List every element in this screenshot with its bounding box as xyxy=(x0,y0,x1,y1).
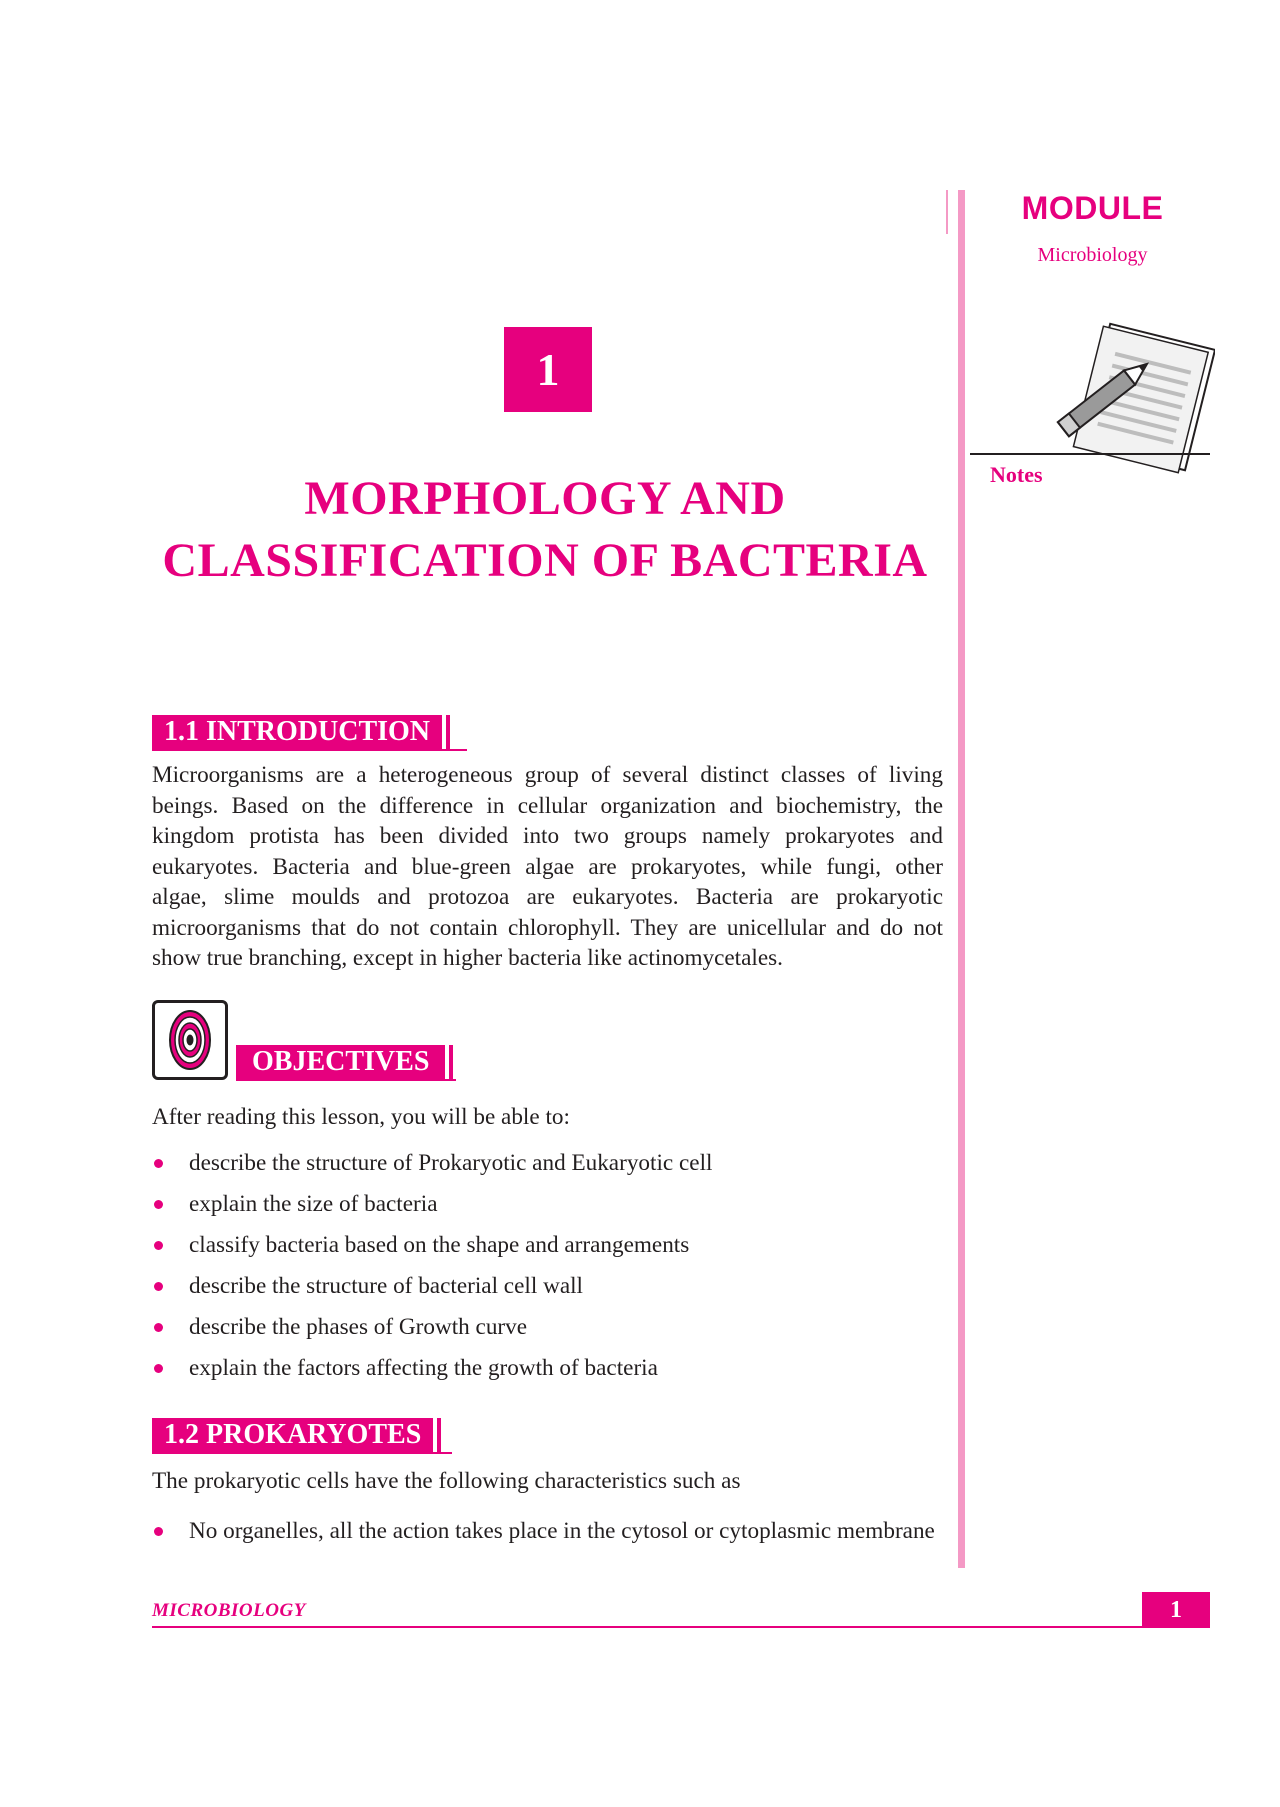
bullet-icon xyxy=(154,1241,163,1250)
objectives-list xyxy=(152,1148,952,1394)
footer-subject: MICROBIOLOGY xyxy=(152,1600,306,1621)
chapter-title-line-1: MORPHOLOGY AND xyxy=(304,472,786,525)
prokaryotes-intro: The prokaryotic cells have the following characteristics such as xyxy=(152,1468,741,1494)
chapter-title-line-2: CLASSIFICATION OF BACTERIA xyxy=(162,534,928,587)
target-icon xyxy=(155,1003,225,1077)
module-label: MODULE xyxy=(1021,190,1164,226)
objectives-intro: After reading this lesson, you will be able to: xyxy=(152,1104,570,1130)
notes-pencil-icon xyxy=(1055,318,1215,483)
list-item: describe the structure of bacterial cell wall xyxy=(152,1271,952,1301)
introduction-paragraph xyxy=(152,760,943,974)
introduction-line: beings. Based on the difference in cellular organization and biochemistry, the xyxy=(152,792,943,819)
introduction-heading-underline xyxy=(152,749,467,751)
bullet-icon xyxy=(154,1323,163,1332)
bullet-icon xyxy=(154,1527,163,1536)
list-item: describe the structure of Prokaryotic and Eukaryotic cell xyxy=(152,1148,952,1178)
list-item: describe the phases of Growth curve xyxy=(152,1312,952,1342)
prokaryotes-list xyxy=(152,1516,943,1557)
objectives-heading-underline xyxy=(236,1079,456,1081)
introduction-heading: 1.1 INTRODUCTION xyxy=(152,715,446,749)
module-subject: Microbiology xyxy=(1037,244,1148,266)
bullet-icon xyxy=(154,1200,163,1209)
objectives-icon-frame xyxy=(152,1000,228,1080)
bullet-icon xyxy=(154,1282,163,1291)
objectives-heading: OBJECTIVES xyxy=(236,1045,449,1079)
prokaryotes-heading: 1.2 PROKARYOTES xyxy=(152,1418,437,1452)
introduction-line: microorganisms that do not contain chlorophyll. They are unicellular and do not xyxy=(152,914,943,941)
chapter-title xyxy=(140,468,950,592)
notes-label: Notes xyxy=(990,462,1043,487)
sidebar-rule xyxy=(958,190,965,1568)
introduction-line: eukaryotes. Bacteria and blue-green algae are prokaryotes, while fungi, other xyxy=(152,853,943,880)
list-item: explain the size of bacteria xyxy=(152,1189,952,1219)
list-item: No organelles, all the action takes place in the cytosol or cytoplasmic membrane xyxy=(152,1516,943,1546)
introduction-line: algae, slime moulds and protozoa are eukaryotes. Bacteria are prokaryotic xyxy=(152,884,943,910)
introduction-line: kingdom protista has been divided into two groups namely prokaryotes and xyxy=(152,823,943,849)
notes-divider xyxy=(970,453,1210,455)
prokaryotes-heading-underline xyxy=(152,1452,452,1454)
chapter-number: 1 xyxy=(504,327,592,412)
introduction-line: Microorganisms are a heterogeneous group of several distinct classes of living xyxy=(152,762,943,788)
bullet-icon xyxy=(154,1364,163,1373)
list-item: classify bacteria based on the shape and arrangements xyxy=(152,1230,952,1260)
bullet-icon xyxy=(154,1159,163,1168)
sidebar-thin-rule xyxy=(946,190,948,234)
footer-rule xyxy=(152,1626,1210,1628)
list-item: explain the factors affecting the growth of bacteria xyxy=(152,1353,952,1383)
introduction-line: show true branching, except in higher bacteria like actinomycetales. xyxy=(152,945,783,971)
page-number: 1 xyxy=(1142,1592,1210,1628)
